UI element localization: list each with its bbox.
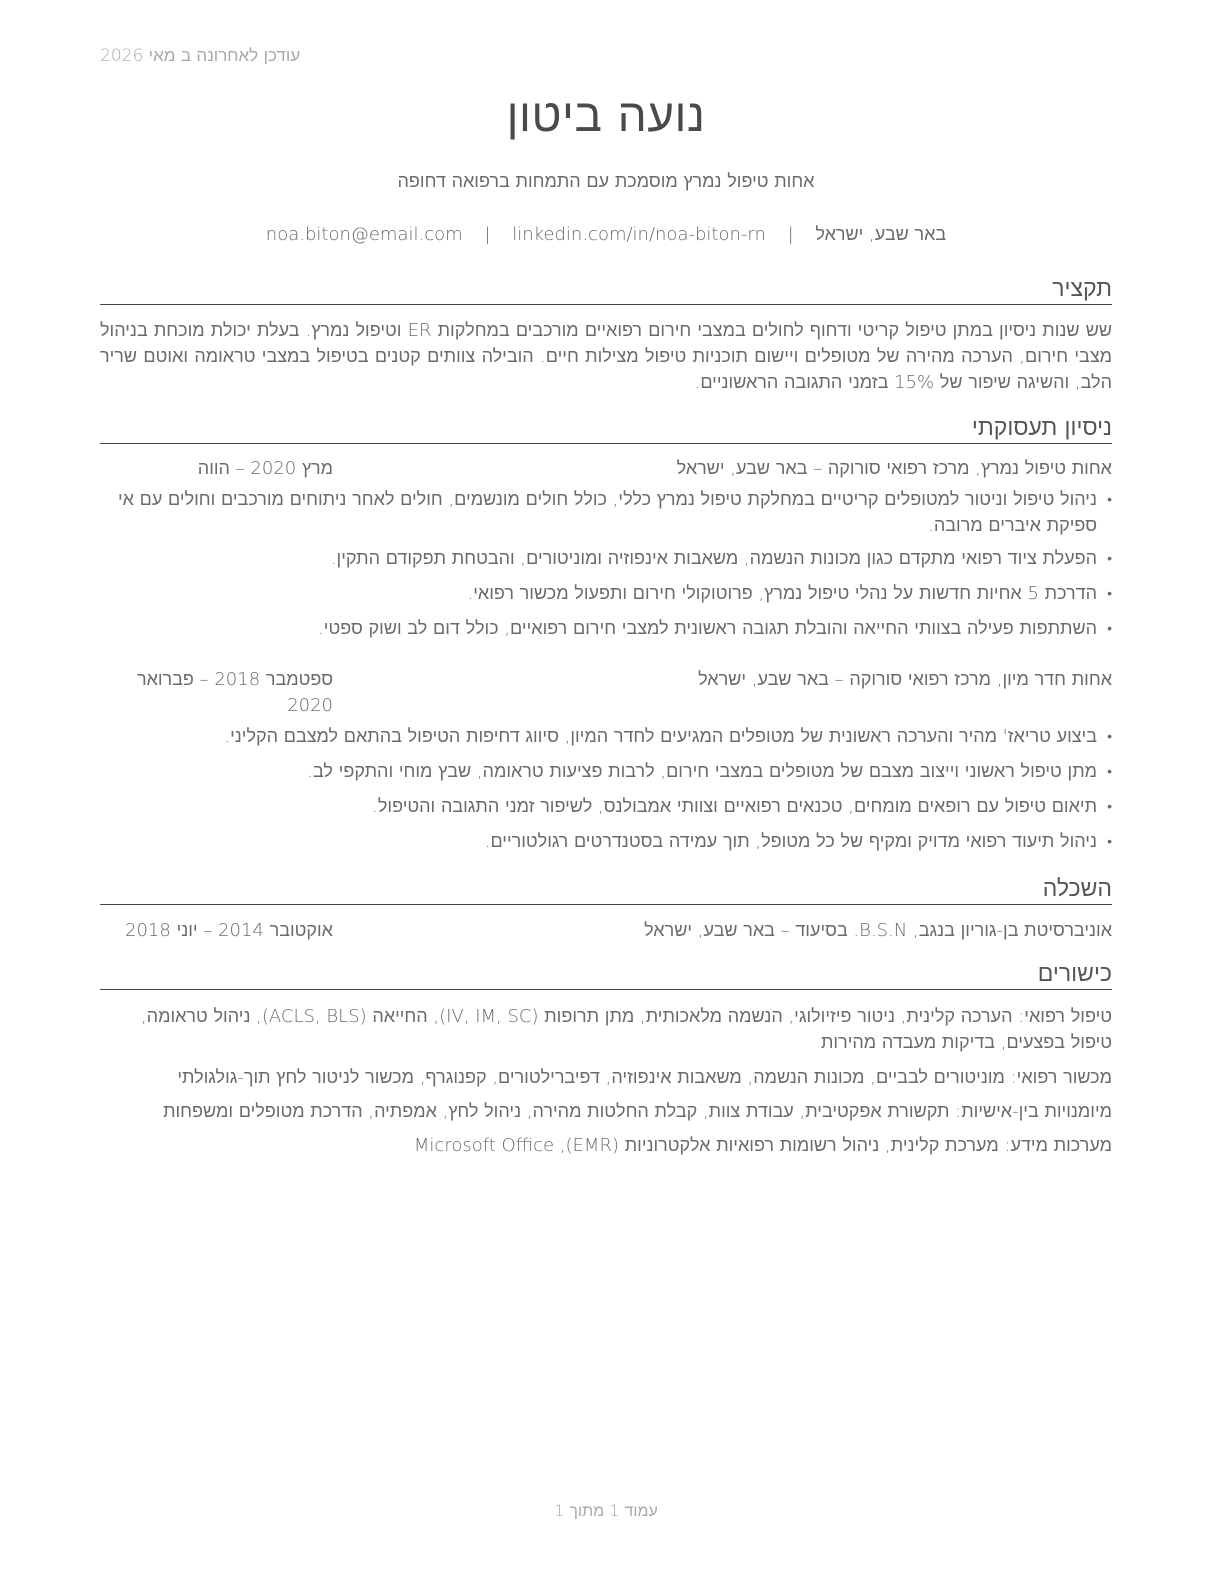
contact-separator: |	[484, 224, 491, 245]
contact-linkedin[interactable]: linkedin.com/in/noa-biton-rn	[512, 224, 766, 245]
job-role: אחות טיפול נמרץ, מרכז רפואי סורוקה – באר שבע, ישראל	[676, 458, 1112, 479]
job-dates: מרץ 2020 – הווה	[197, 458, 333, 479]
skills-heading: כישורים	[100, 959, 1112, 990]
job-bullet: • הפעלת ציוד רפואי מתקדם כגון מכונות הנשמה, משאבות אינפוזיה ומוניטורים, והבטחת תפקודם התקין.	[100, 546, 1112, 572]
job-bullets	[100, 724, 1112, 855]
resume-page	[100, 0, 1112, 1584]
skill-line: מכשור רפואי: מוניטורים לבביים, מכונות הנשמה, משאבות אינפוזיה, דפיברילטורים, קפנוגרף, מכשור לניטור לחץ תוך-גולגולתי	[177, 1067, 1112, 1088]
job-bullet: • השתתפות פעילה בצוותי החייאה והובלת תגובה ראשונית למצבי חירום רפואיים, כולל דום לב ושוק ספטי.	[100, 616, 1112, 642]
summary-heading: תקציר	[100, 274, 1112, 305]
contact-location: באר שבע, ישראל	[815, 224, 947, 245]
candidate-name: נועה ביטון	[506, 88, 706, 142]
job-bullet: • תיאום טיפול עם רופאים מומחים, טכנאים רפואיים וצוותי אמבולנס, לשיפור זמני התגובה והטיפול.	[100, 794, 1112, 820]
job-bullet: • ביצוע טריאז' מהיר והערכה ראשונית של מטופלים המגיעים לחדר המיון, סיווג דחיפות הטיפול בהתאם למצבם הקליני.	[100, 724, 1112, 750]
skill-line: מערכות מידע: מערכת קלינית, ניהול רשומות רפואיות אלקטרוניות (EMR), Microsoft Office	[413, 1135, 1112, 1156]
job-dates: ספטמבר 2018 – פברואר 2020	[136, 669, 333, 716]
summary-text: שש שנות ניסיון במתן טיפול קריטי ודחוף לחולים במצבי חירום רפואיים מורכבים במחלקות ER וטיפול נמרץ. בעלת יכולת מוכחת בניהול מצבי חירום, הערכה מהירה של מטופלים ויישום תוכניות טיפול מצילות חיים. הובילה צוותים קטנים בטיפול במצבי טראומה ואוטם שריר הלב, והשיגה שיפור של 15% בזמני התגובה הראשוניים.	[100, 320, 1112, 393]
skill-line: טיפול רפואי: הערכה קלינית, ניטור פיזיולוגי, הנשמה מלאכותית, מתן תרופות (IV, IM, SC), החייאה (ACLS, BLS), ניהול טראומה, טיפול בפצעים, בדיקות מעבדה מהירות	[140, 1006, 1112, 1053]
education-heading: השכלה	[100, 874, 1112, 905]
skill-line: מיומנויות בין-אישיות: תקשורת אפקטיבית, עבודת צוות, קבלת החלטות מהירה, ניהול לחץ, אמפתיה, הדרכת מטופלים ומשפחות	[163, 1101, 1112, 1122]
education-dates: אוקטובר 2014 – יוני 2018	[125, 920, 333, 941]
job-bullet: • ניהול טיפול וניטור למטופלים קריטיים במחלקת טיפול נמרץ כללי, כולל חולים מונשמים, חולים לאחר ניתוחים מורכבים וחולים עם אי ספיקת איברים מרובה.	[100, 487, 1112, 539]
last-updated: עודכן לאחרונה ב מאי 2026	[100, 46, 301, 66]
job-bullet: • הדרכת 5 אחיות חדשות על נהלי טיפול נמרץ, פרוטוקולי חירום ותפעול מכשור רפואי.	[100, 581, 1112, 607]
job-role: אחות חדר מיון, מרכז רפואי סורוקה – באר שבע, ישראל	[698, 669, 1112, 690]
contact-separator: |	[787, 224, 794, 245]
job-bullet: • ניהול תיעוד רפואי מדויק ומקיף של כל מטופל, תוך עמידה בסטנדרטים רגולטוריים.	[100, 829, 1112, 855]
contact-email[interactable]: noa.biton@email.com	[265, 224, 463, 245]
page-number: עמוד 1 מתוך 1	[554, 1501, 658, 1520]
candidate-title: אחות טיפול נמרץ מוסמכת עם התמחות ברפואה דחופה	[397, 171, 815, 192]
experience-heading: ניסיון תעסוקתי	[100, 413, 1112, 444]
education-entry: אוניברסיטת בן-גוריון בנגב, B.S.N. בסיעוד – באר שבע, ישראל	[644, 920, 1112, 941]
contact-line	[100, 224, 1112, 245]
job-bullets	[100, 487, 1112, 642]
job-bullet: • מתן טיפול ראשוני וייצוב מצבם של מטופלים במצבי חירום, לרבות פציעות טראומה, שבץ מוחי והתקפי לב.	[100, 759, 1112, 785]
